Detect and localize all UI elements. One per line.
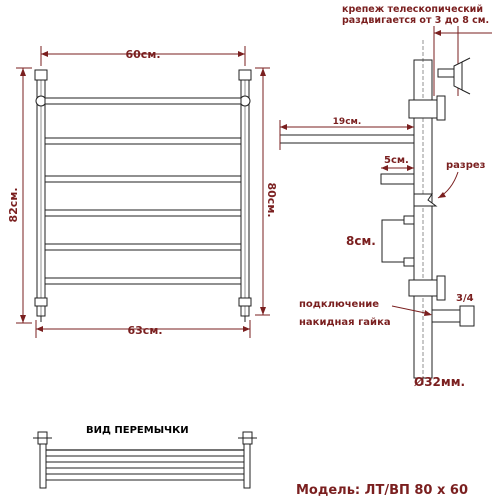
union-nut-connection — [432, 310, 460, 322]
jumper-view — [33, 425, 257, 488]
thread-label: 3/4 — [456, 293, 474, 304]
top-left-connector — [35, 70, 47, 80]
side-top-coupling — [409, 100, 437, 118]
side-view — [280, 4, 492, 389]
jumper-title: ВИД ПЕРЕМЫЧКИ — [86, 425, 189, 436]
step-label: 8см. — [346, 234, 376, 248]
right-height-label: 80см. — [265, 182, 278, 218]
rung — [45, 176, 241, 182]
rung — [45, 98, 241, 104]
jumper-right-riser — [244, 444, 250, 488]
bottom-right-connector — [239, 298, 251, 306]
rung — [45, 138, 241, 144]
top-right-connector — [239, 70, 251, 80]
front-rungs — [45, 98, 241, 284]
cut-label: разрез — [446, 160, 486, 171]
model-label: Модель: ЛТ/ВП 80 х 60 — [296, 483, 468, 498]
pipe-diameter-label: Ø32мм. — [414, 375, 466, 389]
small-gap-label: 5см. — [384, 155, 409, 166]
wall-flange-icon — [454, 62, 462, 90]
side-short-rung — [381, 174, 414, 184]
rung — [45, 244, 241, 250]
side-bottom-coupling — [409, 280, 437, 296]
connection-label-line2: накидная гайка — [299, 317, 391, 328]
wall-bracket-top — [438, 69, 454, 77]
telescopic-note-line2: раздвигается от 3 до 8 см. — [342, 15, 490, 26]
union-nut-icon — [460, 306, 474, 326]
jumper-rungs — [46, 450, 244, 480]
jumper-left-riser — [40, 444, 46, 488]
connection-label-line1: подключение — [299, 299, 380, 310]
top-width-label: 60см. — [125, 48, 161, 61]
side-top-rail — [280, 135, 414, 143]
offset-label: 19см. — [332, 117, 362, 127]
left-height-label: 82см. — [7, 187, 20, 223]
bottom-left-connector — [35, 298, 47, 306]
rung — [45, 278, 241, 284]
bottom-width-label: 63см. — [127, 324, 163, 337]
rung — [45, 210, 241, 216]
cut-mark-icon — [414, 194, 436, 206]
side-step-block — [382, 220, 414, 262]
front-view — [7, 46, 278, 338]
telescopic-note-line1: крепеж телескопический — [342, 4, 483, 15]
